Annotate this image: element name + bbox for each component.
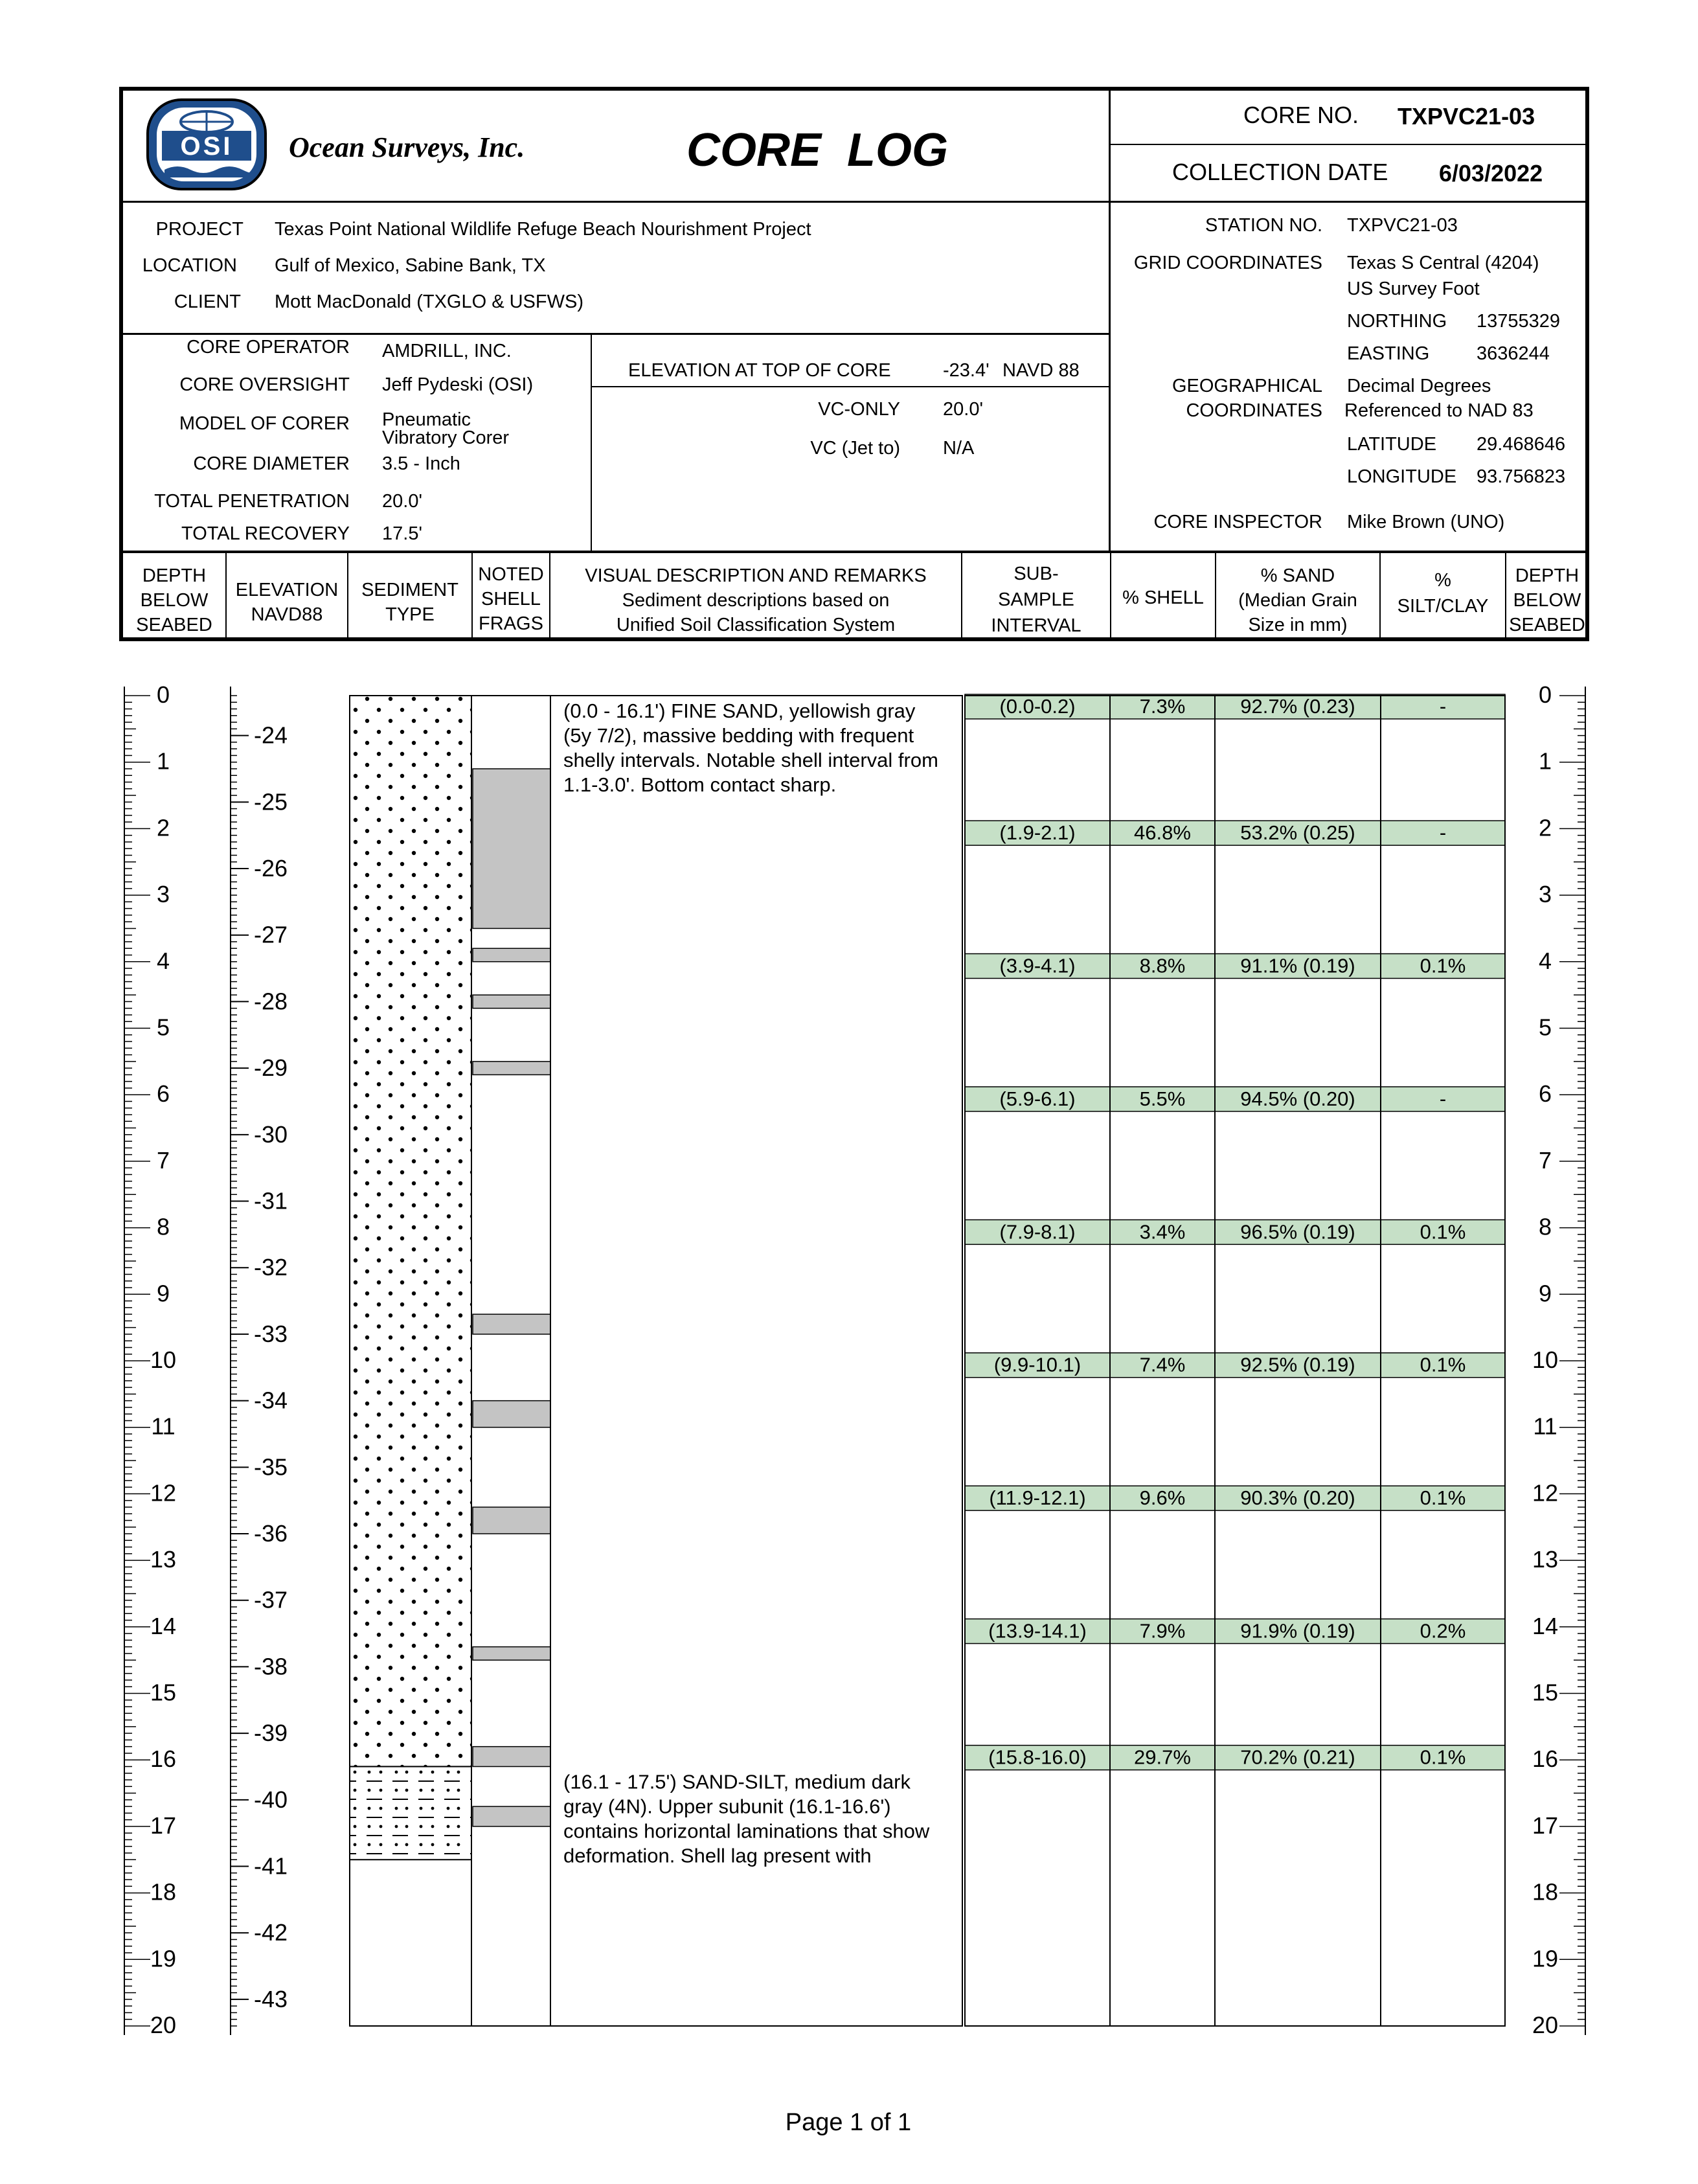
operator-value: AMDRILL, INC. [382, 341, 512, 361]
project-label: PROJECT [155, 219, 243, 240]
geo-label-2: COORDINATES [1186, 400, 1322, 421]
description-line: gray (4N). Upper subunit (16.1-16.6') [563, 1795, 891, 1818]
right-depth-label: 20 [1532, 2012, 1559, 2038]
collection-date: 6/03/2022 [1439, 160, 1543, 187]
grid-label: GRID COORDINATES [1133, 253, 1322, 273]
longitude-label: LONGITUDE [1347, 466, 1457, 487]
left-depth-label: 13 [150, 1546, 177, 1573]
col-depth-right: DEPTH BELOW SEABED [1509, 565, 1585, 635]
sample-interval: (11.9-12.1) [989, 1486, 1086, 1510]
sample-shell: 9.6% [1139, 1486, 1186, 1510]
right-depth-label: 8 [1538, 1213, 1552, 1240]
sample-shell: 7.4% [1139, 1353, 1186, 1376]
model-value-1: Pneumatic [382, 409, 471, 430]
collection-date-label: COLLECTION DATE [1172, 159, 1388, 185]
description-line: (16.1 - 17.5') SAND-SILT, medium dark [563, 1770, 911, 1793]
sample-silt: - [1439, 1087, 1447, 1110]
model-label: MODEL OF CORER [179, 413, 350, 434]
project-value: Texas Point National Wildlife Refuge Beach Nourishment Project [275, 219, 811, 240]
sample-interval: (1.9-2.1) [999, 821, 1076, 845]
description-line: contains horizontal laminations that show [563, 1819, 930, 1843]
left-depth-label: 0 [156, 681, 170, 708]
core-no-label: CORE NO. [1243, 102, 1359, 128]
shell-interval [473, 995, 550, 1008]
location-label: LOCATION [142, 255, 237, 276]
sample-silt: 0.2% [1420, 1619, 1466, 1643]
easting-value: 3636244 [1477, 343, 1550, 364]
col-pct-sand: % SAND (Median Grain Size in mm) [1238, 565, 1357, 635]
vc-only-label: VC-ONLY [818, 399, 900, 420]
left-depth-label: 9 [156, 1280, 170, 1307]
elevation-label: -35 [254, 1453, 288, 1481]
sample-shell: 8.8% [1139, 954, 1186, 977]
location-value: Gulf of Mexico, Sabine Bank, TX [275, 255, 546, 276]
elevation-label: -38 [254, 1653, 288, 1680]
elevation-value: -23.4' [943, 360, 990, 381]
unit-fine-sand [350, 696, 471, 1766]
inspector-label: CORE INSPECTOR [1153, 512, 1322, 532]
right-depth-label: 18 [1532, 1878, 1559, 1905]
left-depth-label: 10 [150, 1347, 177, 1373]
vc-jet-value: N/A [943, 438, 975, 459]
station-no-label: STATION NO. [1205, 215, 1322, 236]
sample-interval: (13.9-14.1) [988, 1619, 1087, 1643]
sample-sand: 94.5% (0.20) [1240, 1087, 1355, 1110]
elevation-label: -25 [254, 788, 288, 815]
right-depth-label: 16 [1532, 1746, 1559, 1773]
right-depth-label: 10 [1532, 1347, 1559, 1373]
left-depth-label: 8 [156, 1213, 170, 1240]
col-pct-shell: % SHELL [1122, 587, 1204, 608]
diameter-value: 3.5 - Inch [382, 453, 460, 474]
elevation-label: -30 [254, 1120, 288, 1148]
left-depth-label: 3 [156, 881, 170, 908]
left-depth-label: 1 [156, 747, 170, 775]
shell-interval [473, 1401, 550, 1428]
col-shell: NOTED SHELL FRAGS [478, 564, 544, 634]
right-depth-label: 11 [1533, 1413, 1557, 1440]
elevation-label: -39 [254, 1720, 288, 1747]
right-depth-label: 17 [1532, 1812, 1559, 1839]
northing-value: 13755329 [1477, 311, 1561, 332]
shell-interval [473, 1806, 550, 1826]
sample-interval: (0.0-0.2) [999, 695, 1076, 718]
elevation-label: ELEVATION AT TOP OF CORE [628, 360, 891, 381]
company-name: Ocean Surveys, Inc. [289, 131, 525, 163]
right-depth-label: 19 [1532, 1945, 1559, 1972]
geo-value-1: Decimal Degrees [1347, 376, 1491, 396]
shell-interval [473, 1647, 550, 1661]
shell-interval [473, 1507, 550, 1534]
left-depth-label: 20 [150, 2012, 177, 2038]
elevation-label: -42 [254, 1919, 288, 1946]
recovery-label: TOTAL RECOVERY [181, 523, 350, 544]
shell-interval [473, 1747, 550, 1767]
diameter-label: CORE DIAMETER [193, 453, 350, 474]
right-depth-label: 6 [1538, 1080, 1552, 1108]
page-title: CORE LOG [686, 124, 949, 176]
page-number: Page 1 of 1 [785, 2109, 912, 2136]
elevation-label: -29 [254, 1054, 288, 1082]
latitude-label: LATITUDE [1347, 434, 1437, 455]
sample-shell: 3.4% [1139, 1220, 1186, 1244]
elevation-label: -34 [254, 1387, 288, 1414]
left-depth-label: 11 [151, 1413, 175, 1440]
left-depth-label: 16 [150, 1746, 177, 1773]
description-line: deformation. Shell lag present with [563, 1844, 872, 1867]
left-depth-label: 19 [150, 1945, 177, 1972]
sample-sand: 92.5% (0.19) [1240, 1353, 1355, 1376]
left-depth-label: 14 [150, 1612, 177, 1639]
sample-silt: 0.1% [1420, 1486, 1466, 1510]
logo-text: OSI [180, 132, 233, 161]
left-depth-label: 2 [156, 814, 170, 841]
elevation-label: -33 [254, 1320, 288, 1347]
sample-interval: (7.9-8.1) [999, 1220, 1076, 1244]
col-pct-silt: % SILT/CLAY [1397, 570, 1489, 617]
elevation-label: -36 [254, 1520, 288, 1547]
elevation-label: -27 [254, 921, 288, 948]
left-depth-label: 5 [156, 1014, 170, 1041]
sample-shell: 7.9% [1139, 1619, 1186, 1643]
sample-interval: (5.9-6.1) [999, 1087, 1076, 1110]
right-depth-label: 1 [1538, 747, 1552, 775]
left-depth-label: 18 [150, 1878, 177, 1905]
sample-sand: 70.2% (0.21) [1240, 1746, 1355, 1769]
elevation-label: -40 [254, 1786, 288, 1813]
right-depth-label: 2 [1538, 814, 1552, 841]
model-value-2: Vibratory Corer [382, 427, 510, 448]
elevation-label: -32 [254, 1254, 288, 1281]
sample-sand: 91.9% (0.19) [1240, 1619, 1355, 1643]
sample-shell: 7.3% [1139, 695, 1186, 718]
penetration-value: 20.0' [382, 491, 422, 512]
sample-silt: 0.1% [1420, 954, 1466, 977]
elevation-label: -24 [254, 722, 288, 749]
oversight-value: Jeff Pydeski (OSI) [382, 374, 534, 395]
elevation-label: -43 [254, 1985, 288, 2012]
sample-sand: 91.1% (0.19) [1240, 954, 1355, 977]
right-depth-label: 4 [1538, 947, 1552, 974]
sample-silt: 0.1% [1420, 1353, 1466, 1376]
grid-value-1: Texas S Central (4204) [1347, 253, 1539, 273]
inspector-value: Mike Brown (UNO) [1347, 512, 1505, 532]
elevation-label: -31 [254, 1187, 288, 1214]
sample-sand: 92.7% (0.23) [1240, 695, 1355, 718]
col-subsample: SUB- SAMPLE INTERVAL [991, 563, 1081, 636]
right-depth-label: 0 [1538, 681, 1552, 708]
description-line: (5y 7/2), massive bedding with frequent [563, 724, 914, 747]
col-description: VISUAL DESCRIPTION AND REMARKS Sediment descriptions based on Unified Soil Classification System [585, 565, 927, 635]
right-depth-label: 5 [1538, 1014, 1552, 1041]
shell-interval [473, 769, 550, 928]
shell-interval [473, 948, 550, 962]
sample-interval: (9.9-10.1) [993, 1353, 1081, 1376]
oversight-label: CORE OVERSIGHT [179, 374, 350, 395]
latitude-value: 29.468646 [1477, 434, 1566, 455]
elevation-label: -37 [254, 1586, 288, 1613]
sample-sand: 90.3% (0.20) [1240, 1486, 1355, 1510]
right-depth-label: 3 [1538, 881, 1552, 908]
sample-interval: (3.9-4.1) [999, 954, 1076, 977]
left-depth-label: 17 [150, 1812, 177, 1839]
geo-value-2: Referenced to NAD 83 [1344, 400, 1534, 421]
sample-silt: - [1439, 695, 1447, 718]
sample-silt: 0.1% [1420, 1220, 1466, 1244]
elevation-label: -26 [254, 855, 288, 882]
right-depth-label: 15 [1532, 1679, 1559, 1706]
northing-label: NORTHING [1347, 311, 1447, 332]
sample-sand: 96.5% (0.19) [1240, 1220, 1355, 1244]
longitude-value: 93.756823 [1477, 466, 1566, 487]
sample-sand: 53.2% (0.25) [1240, 821, 1355, 845]
right-depth-label: 12 [1532, 1479, 1559, 1507]
sample-shell: 46.8% [1134, 821, 1191, 845]
shell-interval [473, 1314, 550, 1334]
easting-label: EASTING [1347, 343, 1430, 364]
shell-interval [473, 1062, 550, 1075]
description-line: (0.0 - 16.1') FINE SAND, yellowish gray [563, 700, 916, 722]
right-depth-label: 9 [1538, 1280, 1552, 1307]
sample-silt: - [1439, 821, 1447, 845]
core-no: TXPVC21-03 [1398, 103, 1535, 130]
operator-label: CORE OPERATOR [187, 337, 350, 358]
col-depth-left: DEPTH BELOW SEABED [136, 565, 212, 635]
sample-interval: (15.8-16.0) [988, 1746, 1087, 1769]
sample-shell: 29.7% [1134, 1746, 1191, 1769]
client-label: CLIENT [174, 291, 241, 312]
right-depth-label: 7 [1538, 1146, 1552, 1174]
elevation-label: -28 [254, 988, 288, 1015]
elevation-datum: NAVD 88 [1002, 360, 1080, 381]
col-elevation: ELEVATION NAVD88 [235, 580, 339, 625]
description-line: shelly intervals. Notable shell interval from [563, 749, 938, 771]
left-depth-label: 15 [150, 1679, 177, 1706]
sample-shell: 5.5% [1139, 1087, 1186, 1110]
right-depth-label: 13 [1532, 1546, 1559, 1573]
station-no-value: TXPVC21-03 [1347, 215, 1458, 236]
penetration-label: TOTAL PENETRATION [154, 491, 350, 512]
col-sediment: SEDIMENT TYPE [361, 580, 458, 625]
unit-sand-silt [350, 1766, 471, 1860]
vc-only-value: 20.0' [943, 399, 983, 420]
recovery-value: 17.5' [382, 523, 422, 544]
description-line: 1.1-3.0'. Bottom contact sharp. [563, 773, 837, 796]
sample-silt: 0.1% [1420, 1746, 1466, 1769]
left-depth-label: 4 [156, 947, 170, 974]
left-depth-label: 6 [156, 1080, 170, 1108]
vc-jet-label: VC (Jet to) [810, 438, 900, 459]
left-depth-label: 12 [150, 1479, 177, 1507]
grid-value-2: US Survey Foot [1347, 279, 1480, 299]
client-value: Mott MacDonald (TXGLO & USFWS) [275, 291, 583, 312]
left-depth-label: 7 [156, 1146, 170, 1174]
right-depth-label: 14 [1532, 1612, 1559, 1639]
geo-label-1: GEOGRAPHICAL [1172, 376, 1322, 396]
elevation-label: -41 [254, 1852, 288, 1880]
